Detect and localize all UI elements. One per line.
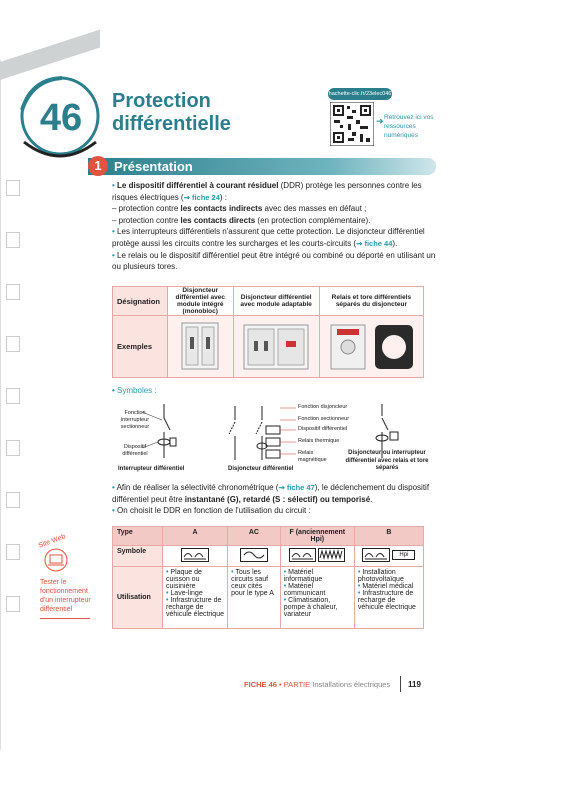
sym-label-fonction-disjoncteur: Fonction disjoncteur (298, 404, 348, 410)
sym-label-relais-magnetique: Relais magnétique (298, 450, 327, 463)
photo-adaptable (233, 316, 319, 378)
sym-label-fonction-sectionneur: Fonction sectionneur (298, 416, 350, 422)
sidebar-link-text[interactable]: Tester le fonctionnement d'un interrupteur différentiel (40, 579, 91, 613)
section-title: Présentation (114, 159, 193, 174)
fiche-24-link[interactable]: ⇝ fiche 24 (183, 192, 220, 202)
qr-caption: Retrouvez ici vos ressources numériques (384, 114, 434, 139)
footer-partie: • PARTIE (279, 680, 311, 689)
sym-caption-relais-tore: Disjoncteur ou interrupteur différentiel avec relais et tore séparés (345, 450, 429, 471)
margin-box-column (6, 180, 20, 680)
symbole-label: Symbole (113, 546, 163, 567)
uses-type-b: • Installation photovoltaïque • Matériel médical • Infrastructure de recharge de véhicule électrique (354, 567, 423, 629)
fiche-badge (12, 70, 112, 170)
fiche-47-link[interactable]: ⇝ fiche 47 (278, 483, 315, 492)
sidebar-underline (40, 618, 90, 619)
badge-number: 46 (39, 97, 83, 139)
fiche-44-link[interactable]: ⇝ fiche 44 (356, 238, 393, 248)
title-line-2: différentielle (112, 113, 231, 135)
uses-type-a: • Plaque de cuisson ou cuisinière • Lave-linge • Infrastructure de recharge de véhicule électrique (163, 567, 228, 629)
type-label: Type (113, 527, 163, 546)
sym-caption-interrupteur: Interrupteur différentiel (118, 466, 185, 472)
para-choix: • On choisit le DDR en fonction de l'utilisation du circuit : (112, 506, 311, 516)
qr-code-icon[interactable] (330, 102, 374, 146)
para-selectivite: • Afin de réaliser la sélectivité chronométrique (⇝ fiche 47), le déclenchement du dispositif différentiel peut être instantané (G), retardé (S : sélectif) ou temporisé. (112, 483, 430, 504)
para-ddr: • Le dispositif différentiel à courant résiduel (DDR) protège les personnes contre les risques électriques (⇝ fiche 24) : (112, 181, 422, 202)
page-number: 119 (408, 680, 421, 689)
footer-separator (400, 676, 401, 692)
sym-label-dispositif-2: Dispositif différentiel (298, 426, 348, 432)
web-icon[interactable] (44, 548, 68, 572)
photo-monobloc (168, 316, 234, 378)
col-adaptable: Disjoncteur différentiel avec module adaptable (233, 287, 319, 316)
sym-label-relais-thermique: Relais thermique (298, 438, 340, 444)
footer (244, 680, 390, 689)
sym-caption-disjoncteur: Disjoncteur différentiel (228, 466, 294, 472)
para-item-2: – protection contre les contacts directs (en protection complémentaire). (112, 215, 371, 225)
sym-label-dispositif-1: Dispositif différentiel (122, 444, 148, 457)
para-item-1: – protection contre les contacts indirects avec des masses en défaut ; (112, 204, 367, 214)
col-monobloc: Disjoncteur différentiel avec module intégré (monobloc) (168, 287, 234, 316)
type-a: A (163, 527, 228, 546)
qr-url[interactable]: hachette-clic.fr/23elec046 (328, 88, 392, 100)
para-interrupteurs: • Les interrupteurs différentiels n'assurent que cette protection. Le disjoncteur différentiel protège aussi les circuits contre les surcharges et les courts-circuits (⇝ fiche 44). (112, 227, 425, 248)
symbols-title: • Symboles : (112, 386, 157, 395)
text-body-2 (112, 482, 436, 517)
symbol-type-a (163, 546, 228, 567)
text-body (112, 180, 436, 273)
hpi-box: Hpi (392, 550, 415, 560)
para-relais: • Le relais ou le dispositif différentiel peut être intégré ou combiné ou déporté en utilisant un ou plusieurs tores. (112, 250, 436, 272)
type-b: B (354, 527, 423, 546)
symbol-type-ac (228, 546, 281, 567)
usage-table (112, 526, 424, 629)
qr-arrow-icon: ➜ (376, 116, 384, 126)
symbol-type-f (280, 546, 354, 567)
designation-label: Désignation (113, 287, 168, 316)
type-f: F (anciennement Hpi) (280, 527, 354, 546)
type-ac: AC (228, 527, 281, 546)
col-separes: Relais et tore différentiels séparés du disjoncteur (319, 287, 423, 316)
footer-fiche: FICHE 46 (244, 680, 277, 689)
uses-type-ac: • Tous les circuits sauf ceux cités pour le type A (228, 567, 281, 629)
section-number: 1 (88, 156, 108, 176)
page-edge-line (0, 60, 1, 750)
site-web-label: Site Web (37, 533, 67, 550)
sym-label-fonction-interrupteur: Fonction interrupteur sectionneur (120, 410, 150, 430)
symbol-type-b (354, 546, 423, 567)
designation-table (112, 286, 424, 378)
exemples-label: Exemples (113, 316, 168, 378)
footer-title: Installations électriques (312, 680, 391, 689)
utilisation-label: Utilisation (113, 567, 163, 629)
uses-type-f: • Matériel informatique • Matériel communicant • Climatisation, pompe à chaleur, variateur (280, 567, 354, 629)
page-title (112, 90, 231, 136)
title-line-1: Protection (112, 90, 211, 112)
photo-relais-tore (319, 316, 423, 378)
